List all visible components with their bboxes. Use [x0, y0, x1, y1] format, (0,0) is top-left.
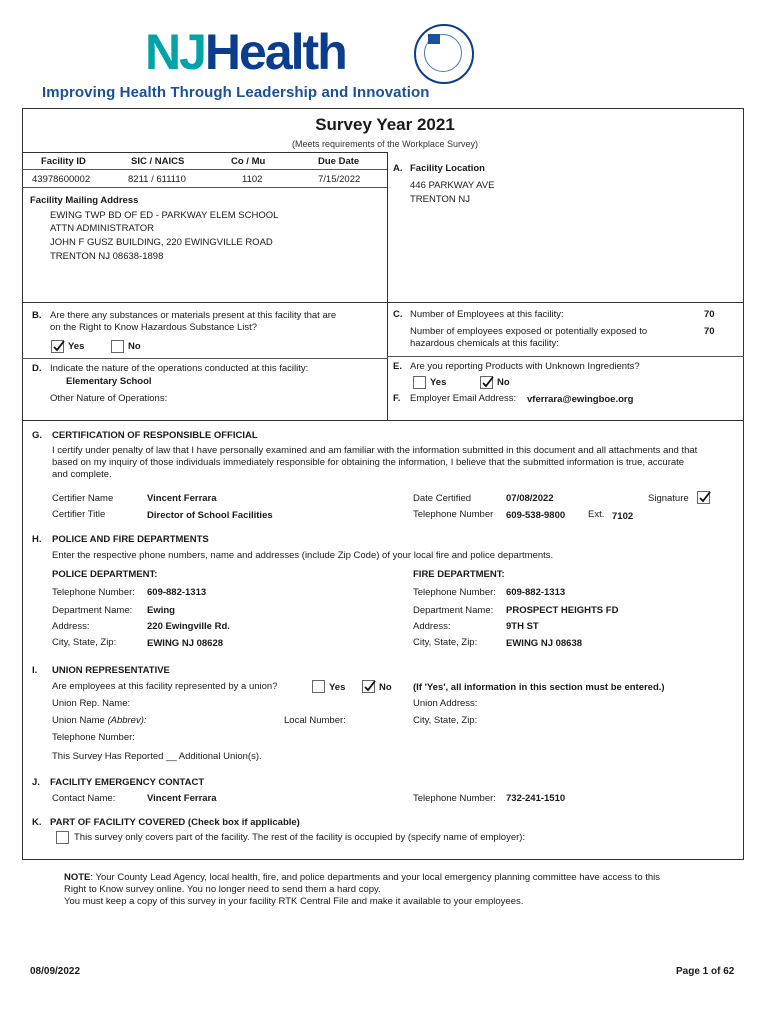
- union-city-label: City, State, Zip:: [413, 715, 478, 726]
- section-i-letter: I.: [32, 665, 38, 676]
- certification-text: I certify under penalty of law that I have personally examined and am familiar with the information submitted in this document and all attachments and that: [52, 445, 698, 456]
- union-rep-label: Union Rep. Name:: [52, 698, 131, 709]
- footer-date: 08/09/2022: [30, 966, 81, 977]
- i-yes-checkbox[interactable]: [312, 680, 325, 693]
- e-yes-label: Yes: [430, 377, 447, 388]
- section-h-letter: H.: [32, 534, 42, 545]
- email-value: vferrara@ewingboe.org: [527, 394, 634, 405]
- ext-value: 7102: [612, 511, 634, 522]
- union-address-label: Union Address:: [413, 698, 478, 709]
- divider: [22, 169, 387, 170]
- divider: [387, 152, 388, 420]
- section-a-letter: A.: [393, 163, 403, 174]
- certifier-title-value: Director of School Facilities: [147, 510, 273, 521]
- additional-unions: This Survey Has Reported __ Additional Union(s).: [52, 751, 262, 762]
- mailing-address-label: Facility Mailing Address: [30, 195, 139, 206]
- state-seal-icon: [414, 24, 474, 84]
- i-yes-label: Yes: [329, 682, 346, 693]
- certifier-name-value: Vincent Ferrara: [147, 493, 217, 504]
- e-no-label: No: [497, 377, 510, 388]
- facility-id-header: Facility ID: [41, 156, 86, 167]
- section-b-letter: B.: [32, 310, 42, 321]
- fire-dept-label: Department Name:: [413, 605, 494, 616]
- divider: [387, 356, 744, 357]
- mailing-line: TRENTON NJ 08638-1898: [50, 251, 164, 262]
- co-mu-header: Co / Mu: [231, 156, 266, 167]
- exposed-label: Number of employees exposed or potentially exposed to: [410, 326, 648, 337]
- police-city-value: EWING NJ 08628: [147, 638, 224, 649]
- other-operations-label: Other Nature of Operations:: [50, 393, 168, 404]
- b-no-label: No: [128, 341, 141, 352]
- b-yes-label: Yes: [68, 341, 85, 352]
- emergency-contact-title: FACILITY EMERGENCY CONTACT: [50, 777, 205, 788]
- police-address-value: 220 Ewingville Rd.: [147, 621, 230, 632]
- section-b-question: Are there any substances or materials present at this facility that are: [50, 310, 337, 321]
- police-city-label: City, State, Zip:: [52, 637, 117, 648]
- local-number-label: Local Number:: [284, 715, 346, 726]
- tagline: Improving Health Through Leadership and Innovation: [42, 84, 430, 101]
- operations-value: Elementary School: [66, 376, 152, 387]
- due-date-value: 7/15/2022: [318, 174, 361, 185]
- contact-phone-value: 732-241-1510: [506, 793, 566, 804]
- telephone-value: 609-538-9800: [506, 510, 566, 521]
- section-d-letter: D.: [32, 363, 42, 374]
- section-b-question: on the Right to Know Hazardous Substance List?: [50, 322, 258, 333]
- due-date-header: Due Date: [318, 156, 360, 167]
- union-name-label: Union Name (Abbrev):: [52, 715, 147, 726]
- note-line-1: NOTE: Your County Lead Agency, local health, fire, and police departments and your local emergency planning committee have access to this: [64, 872, 661, 883]
- police-heading: POLICE DEPARTMENT:: [52, 569, 158, 580]
- facility-location-line: TRENTON NJ: [410, 194, 470, 205]
- footer-page-number: Page 1 of 62: [676, 966, 735, 977]
- mailing-line: JOHN F GUSZ BUILDING, 220 EWINGVILLE ROAD: [50, 237, 273, 248]
- divider: [22, 358, 387, 359]
- police-fire-instruction: Enter the respective phone numbers, name and addresses (include Zip Code) of your local fire and police departments.: [52, 550, 554, 561]
- fire-address-label: Address:: [413, 621, 451, 632]
- certification-title: CERTIFICATION OF RESPONSIBLE OFFICIAL: [52, 430, 258, 441]
- section-g-letter: G.: [32, 430, 43, 441]
- part-covered-title: PART OF FACILITY COVERED (Check box if applicable): [50, 817, 300, 828]
- divider: [22, 152, 387, 153]
- header: [0, 0, 770, 108]
- nj-health-logo: NJHealth: [145, 24, 346, 80]
- union-title: UNION REPRESENTATIVE: [52, 665, 170, 676]
- facility-id-value: 43978600002: [32, 174, 91, 185]
- section-j-letter: J.: [32, 777, 40, 788]
- email-label: Employer Email Address:: [410, 393, 517, 404]
- exposed-label: hazardous chemicals at this facility:: [410, 338, 559, 349]
- police-phone-label: Telephone Number:: [52, 587, 135, 598]
- certification-text: and complete.: [52, 469, 112, 480]
- divider: [22, 302, 744, 303]
- signature-label: Signature: [648, 493, 689, 504]
- facility-location-line: 446 PARKWAY AVE: [410, 180, 495, 191]
- fire-city-value: EWING NJ 08638: [506, 638, 583, 649]
- note-line-3: You must keep a copy of this survey in your facility RTK Central File and make it available to your employees.: [64, 896, 524, 907]
- i-no-label: No: [379, 682, 392, 693]
- page-subtitle: (Meets requirements of the Workplace Survey): [292, 139, 478, 149]
- police-dept-value: Ewing: [147, 605, 175, 616]
- contact-name-value: Vincent Ferrara: [147, 793, 217, 804]
- fire-phone-value: 609-882-1313: [506, 587, 566, 598]
- police-dept-label: Department Name:: [52, 605, 133, 616]
- partial-coverage-text: This survey only covers part of the facility. The rest of the facility is occupied by (specify name of employer):: [74, 832, 526, 843]
- signature-checkbox[interactable]: [697, 491, 710, 504]
- fire-dept-value: PROSPECT HEIGHTS FD: [506, 605, 619, 616]
- fire-address-value: 9TH ST: [506, 621, 539, 632]
- facility-location-label: Facility Location: [410, 163, 485, 174]
- certification-text: based on my inquiry of those individuals immediately responsible for obtaining the information, I believe that the submitted information is true, accurate: [52, 457, 685, 468]
- police-fire-title: POLICE AND FIRE DEPARTMENTS: [52, 534, 209, 545]
- fire-heading: FIRE DEPARTMENT:: [413, 569, 505, 580]
- contact-name-label: Contact Name:: [52, 793, 116, 804]
- mailing-line: EWING TWP BD OF ED - PARKWAY ELEM SCHOOL: [50, 210, 279, 221]
- employees-label: Number of Employees at this facility:: [410, 309, 564, 320]
- i-no-checkbox[interactable]: [362, 680, 375, 693]
- sic-naics-header: SIC / NAICS: [131, 156, 185, 167]
- police-phone-value: 609-882-1313: [147, 587, 207, 598]
- police-address-label: Address:: [52, 621, 90, 632]
- page-title: Survey Year 2021: [315, 115, 455, 134]
- section-k-letter: K.: [32, 817, 42, 828]
- e-yes-checkbox[interactable]: [413, 376, 426, 389]
- b-yes-checkbox[interactable]: [51, 340, 64, 353]
- co-mu-value: 1102: [242, 174, 263, 185]
- ext-label: Ext.: [588, 509, 605, 520]
- e-no-checkbox[interactable]: [480, 376, 493, 389]
- fire-city-label: City, State, Zip:: [413, 637, 478, 648]
- section-e-letter: E.: [393, 361, 402, 372]
- sic-naics-value: 8211 / 611110: [128, 174, 186, 185]
- date-certified-value: 07/08/2022: [506, 493, 554, 504]
- employees-value: 70: [704, 309, 715, 320]
- date-certified-label: Date Certified: [413, 493, 472, 504]
- union-telephone-label: Telephone Number:: [52, 732, 135, 743]
- certifier-name-label: Certifier Name: [52, 493, 114, 504]
- divider: [22, 420, 744, 421]
- note-line-2: Right to Know survey online. You no longer need to send them a hard copy.: [64, 884, 381, 895]
- operations-label: Indicate the nature of the operations conducted at this facility:: [50, 363, 309, 374]
- union-note: (If 'Yes', all information in this section must be entered.): [413, 682, 665, 693]
- telephone-label: Telephone Number: [413, 509, 494, 520]
- fire-phone-label: Telephone Number:: [413, 587, 496, 598]
- section-c-letter: C.: [393, 309, 403, 320]
- unknown-ingredients-label: Are you reporting Products with Unknown Ingredients?: [410, 361, 640, 372]
- partial-coverage-checkbox[interactable]: [56, 831, 69, 844]
- b-no-checkbox[interactable]: [111, 340, 124, 353]
- exposed-value: 70: [704, 326, 715, 337]
- section-f-letter: F.: [393, 393, 401, 404]
- certifier-title-label: Certifier Title: [52, 509, 106, 520]
- union-question: Are employees at this facility represented by a union?: [52, 681, 278, 692]
- contact-phone-label: Telephone Number:: [413, 793, 496, 804]
- divider: [22, 187, 387, 188]
- mailing-line: ATTN ADMINISTRATOR: [50, 223, 154, 234]
